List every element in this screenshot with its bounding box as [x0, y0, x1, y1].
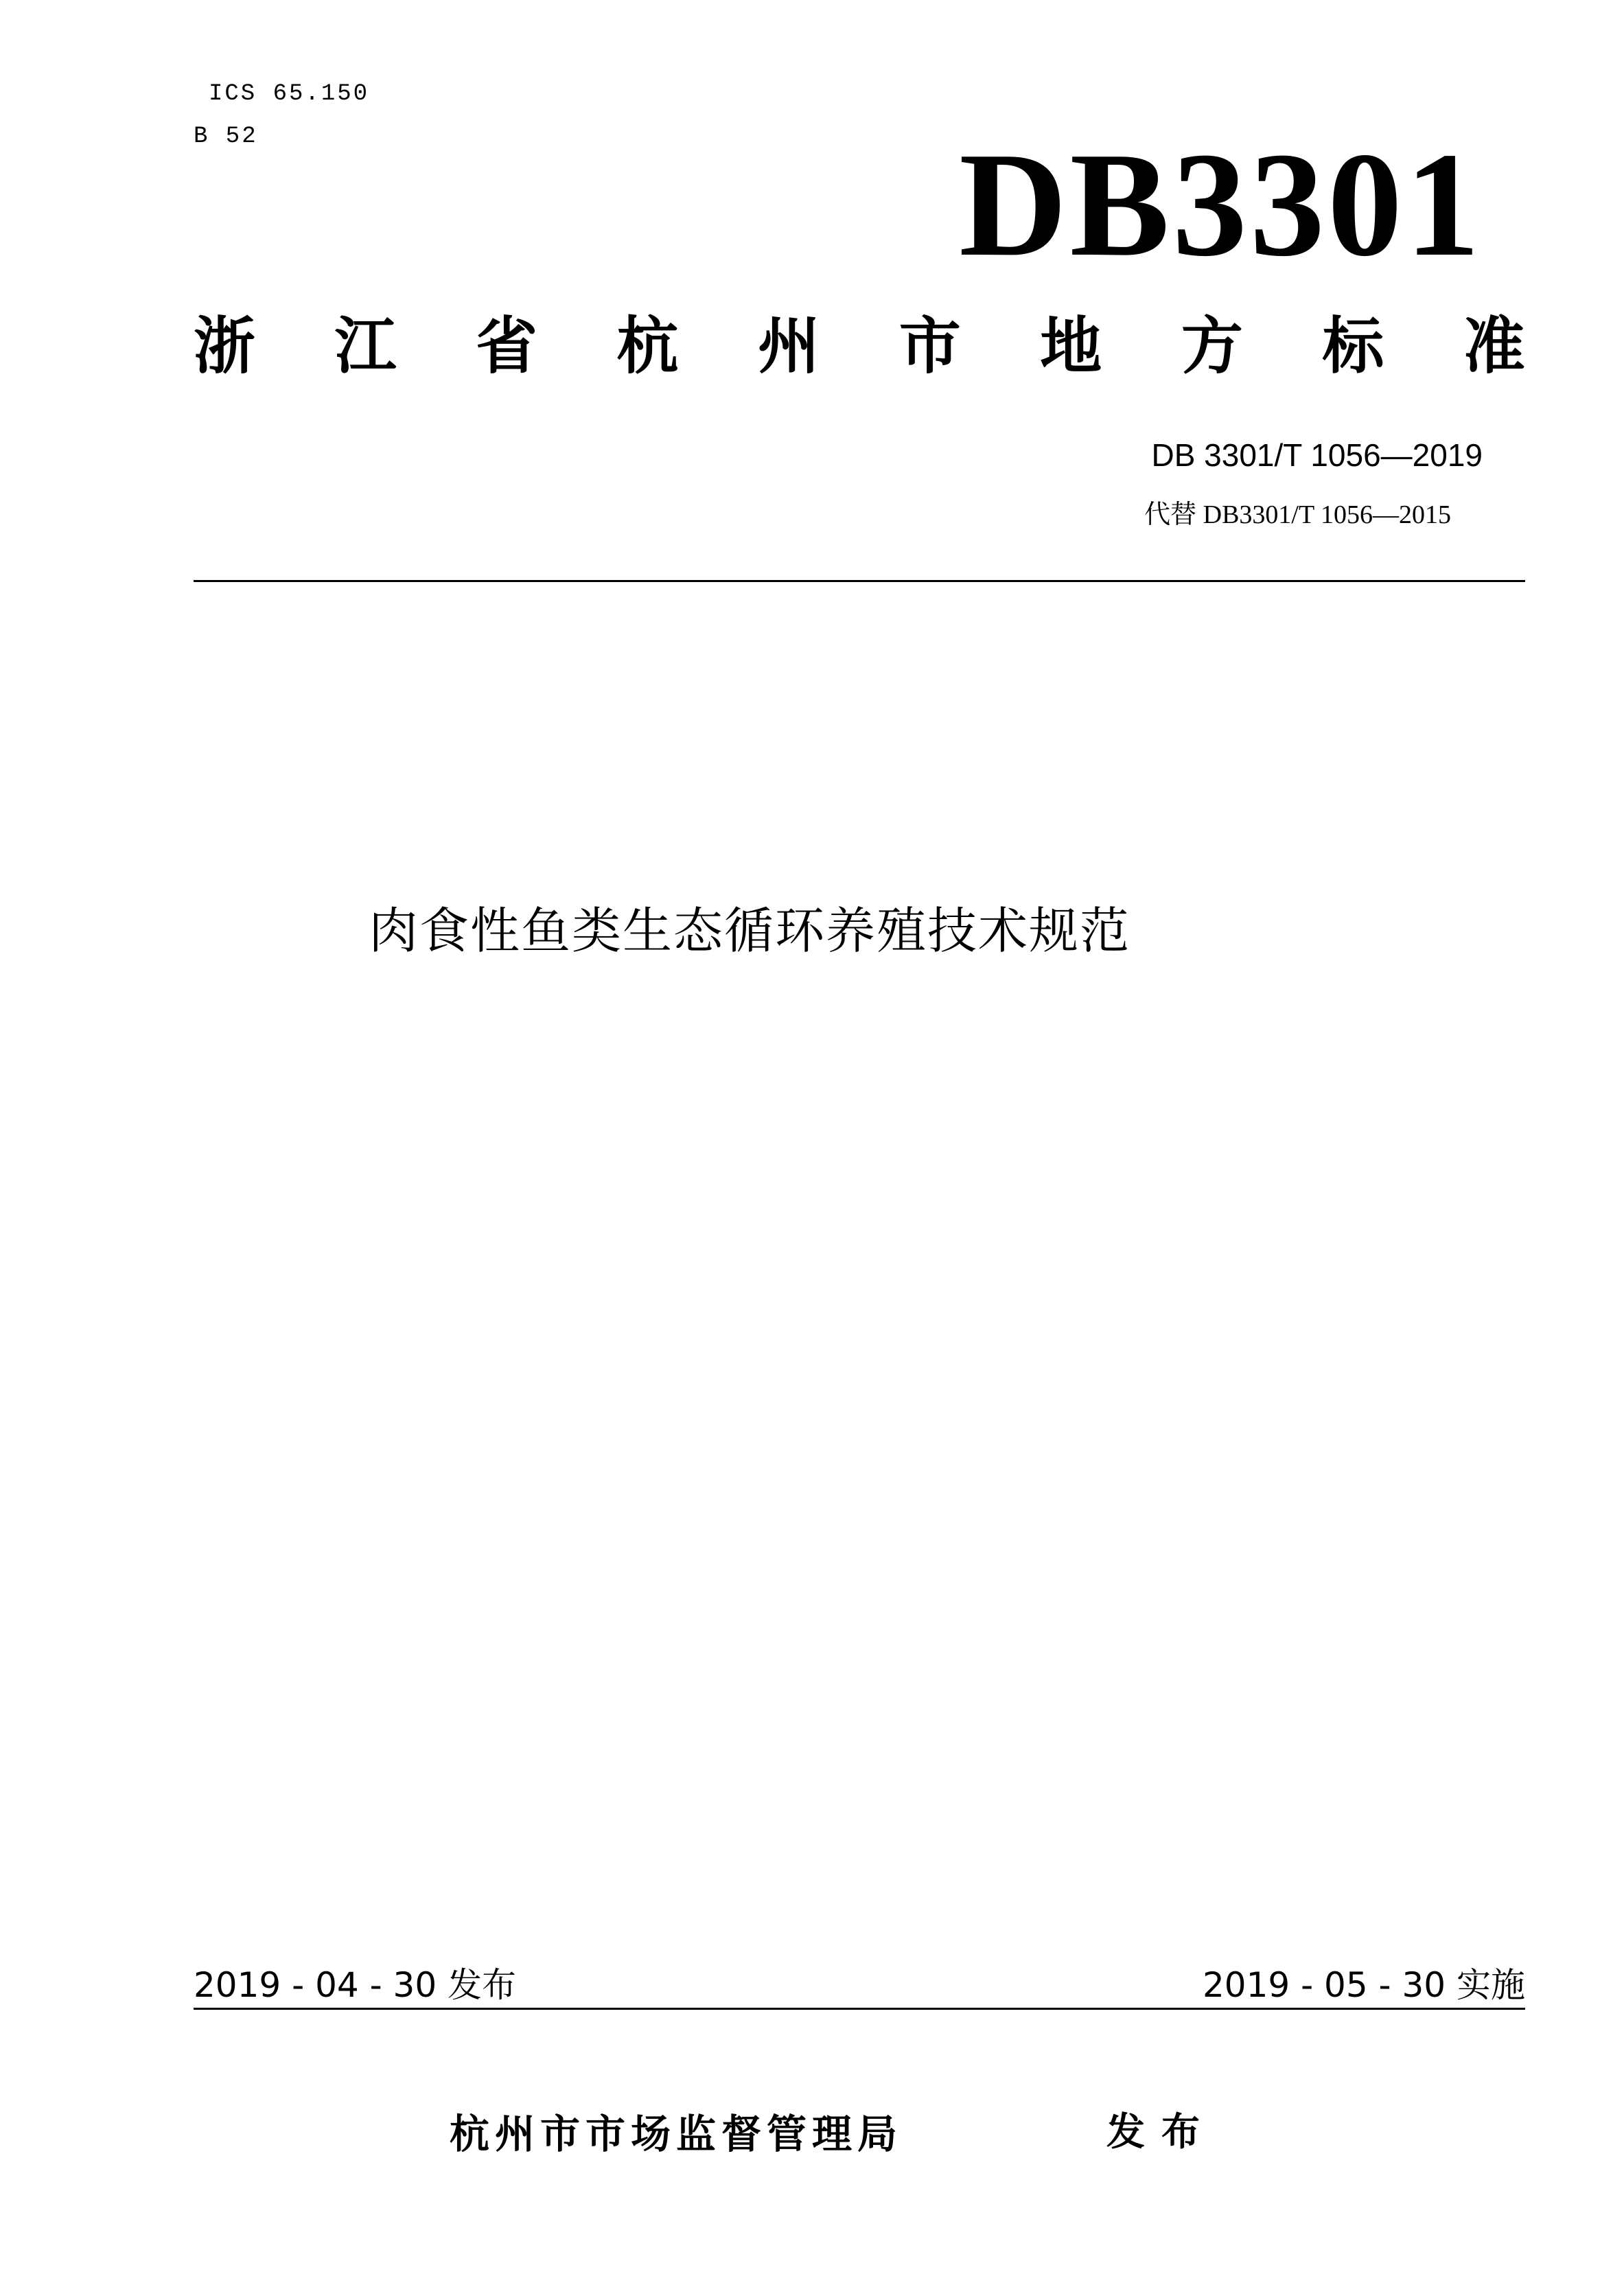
standard-type-char: 方 [1181, 310, 1243, 382]
publish-label: 发布 [1106, 2110, 1216, 2155]
standard-number: DB 3301/T 1056—2019 [1151, 437, 1483, 473]
standard-type-char: 准 [1463, 310, 1525, 382]
issue-date: 2019 - 04 - 30 发布 [194, 1965, 517, 2005]
implementation-date: 2019 - 05 - 30 实施 [1202, 1965, 1525, 2005]
standard-type-char: 江 [334, 310, 397, 382]
standard-type-heading [194, 312, 1525, 380]
replaces-standard: 代替 DB3301/T 1056—2015 [1144, 500, 1451, 529]
standard-type-char: 浙 [194, 310, 255, 382]
standard-type-char: 地 [1040, 310, 1102, 382]
standard-type-char: 标 [1322, 310, 1384, 382]
footer-divider [194, 2008, 1525, 2010]
ics-code: ICS 65.150 [209, 81, 370, 107]
standard-type-char: 市 [898, 310, 961, 382]
standard-type-char: 州 [758, 310, 820, 382]
standard-type-char: 杭 [616, 310, 679, 382]
db-logo: DB3301 [959, 122, 1483, 288]
publisher: 杭州市市场监督管理局 [450, 2111, 903, 2157]
standard-type-char: 省 [476, 310, 538, 382]
document-title: 肉食性鱼类生态循环养殖技术规范 [368, 902, 1130, 960]
ccs-code: B 52 [194, 124, 258, 150]
header-divider [194, 580, 1525, 582]
